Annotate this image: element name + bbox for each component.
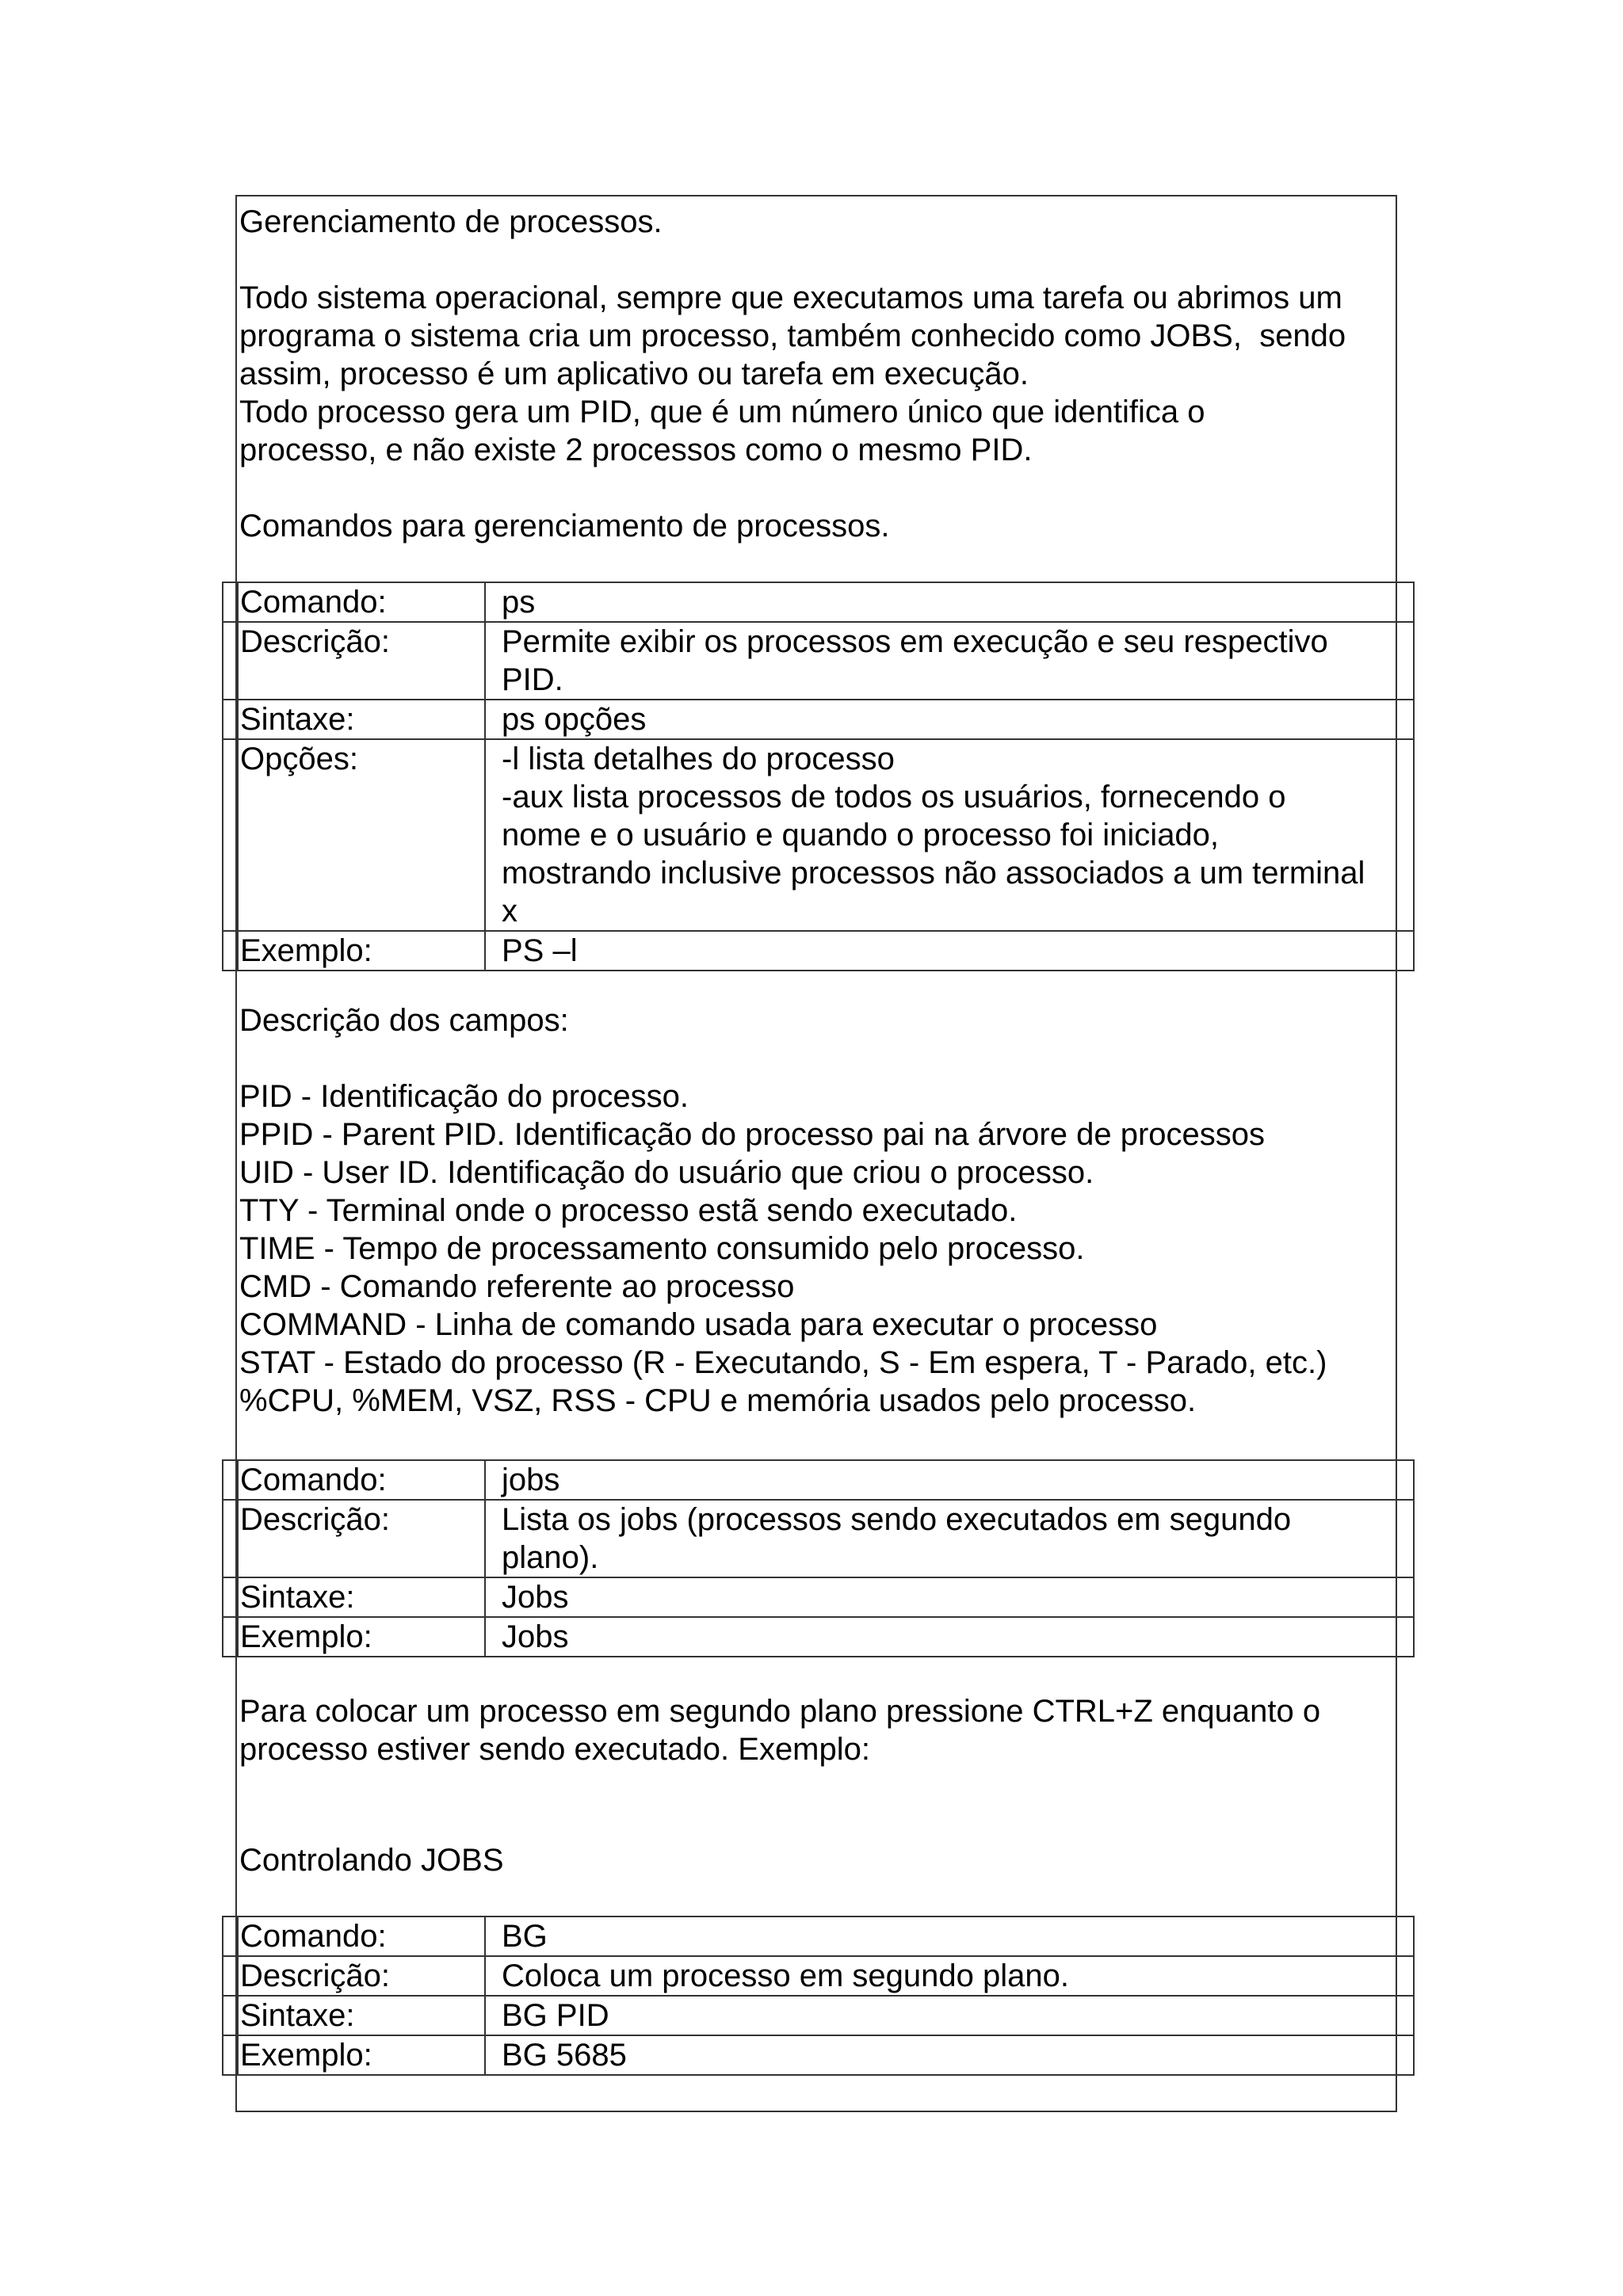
row-value: Coloca um processo em segundo plano. [485,1956,1414,1996]
row-label: Comando: [238,582,485,622]
table-row [223,622,1414,700]
command-table-ps [222,582,1415,971]
intro-line: processo, e não existe 2 processos como o mesmo PID. [239,433,1033,467]
table-row [223,700,1414,739]
row-label: Sintaxe: [238,1577,485,1617]
table-row [223,1577,1414,1617]
row-label: Comando: [238,1460,485,1500]
row-label: Exemplo: [238,1617,485,1657]
row-label: Descrição: [238,622,485,700]
fields-heading: Descrição dos campos: [239,1003,569,1038]
table-row [223,1917,1414,1956]
field-description: COMMAND - Linha de comando usada para executar o processo [239,1307,1158,1342]
row-label: Exemplo: [238,931,485,971]
row-value: BG [485,1917,1414,1956]
table-row [223,1500,1414,1577]
field-description: STAT - Estado do processo (R - Executando, S - Em espera, T - Parado, etc.) [239,1345,1327,1380]
row-label: Descrição: [238,1956,485,1996]
intro-line: Todo sistema operacional, sempre que executamos uma tarefa ou abrimos um [239,280,1342,315]
table-row [223,1996,1414,2035]
intro-line: assim, processo é um aplicativo ou tarefa em execução. [239,357,1029,391]
row-value: ps [485,582,1414,622]
command-table-jobs [222,1459,1415,1657]
row-value: -l lista detalhes do processo -aux lista processos de todos os usuários, fornecendo o nome e o usuário e quando o processo foi iniciado, mostrando inclusive processos não associados a um terminal x [485,739,1414,931]
commands-heading: Comandos para gerenciamento de processos. [239,509,890,543]
row-value: BG PID [485,1996,1414,2035]
field-description: %CPU, %MEM, VSZ, RSS - CPU e memória usados pelo processo. [239,1383,1197,1418]
background-note-line: processo estiver sendo executado. Exemplo: [239,1732,870,1767]
row-value: ps opções [485,700,1414,739]
field-description: TIME - Tempo de processamento consumido pelo processo. [239,1231,1085,1266]
field-description: TTY - Terminal onde o processo estã sendo executado. [239,1193,1018,1228]
row-label: Comando: [238,1917,485,1956]
field-description: CMD - Comando referente ao processo [239,1269,795,1304]
intro-line: Todo processo gera um PID, que é um número único que identifica o [239,395,1205,429]
table-row [223,931,1414,971]
row-value: jobs [485,1460,1414,1500]
table-row [223,739,1414,931]
intro-line: programa o sistema cria um processo, também conhecido como JOBS, sendo [239,318,1346,353]
row-label: Opções: [238,739,485,931]
page-title: Gerenciamento de processos. [239,204,663,239]
row-label: Sintaxe: [238,700,485,739]
controlling-heading: Controlando JOBS [239,1843,504,1878]
table-row [223,582,1414,622]
table-row [223,2035,1414,2075]
field-description: PID - Identificação do processo. [239,1079,689,1114]
row-value: Lista os jobs (processos sendo executados em segundo plano). [485,1500,1414,1577]
row-label: Sintaxe: [238,1996,485,2035]
row-value: PS –l [485,931,1414,971]
row-value: Jobs [485,1617,1414,1657]
field-description: UID - User ID. Identificação do usuário que criou o processo. [239,1155,1094,1190]
table-row [223,1460,1414,1500]
field-description: PPID - Parent PID. Identificação do processo pai na árvore de processos [239,1117,1266,1152]
background-note-line: Para colocar um processo em segundo plano pressione CTRL+Z enquanto o [239,1694,1321,1729]
table-row [223,1617,1414,1657]
row-value: Jobs [485,1577,1414,1617]
row-value: Permite exibir os processos em execução e seu respectivo PID. [485,622,1414,700]
command-table-bg [222,1916,1415,2076]
row-label: Exemplo: [238,2035,485,2075]
table-row [223,1956,1414,1996]
row-value: BG 5685 [485,2035,1414,2075]
row-label: Descrição: [238,1500,485,1577]
